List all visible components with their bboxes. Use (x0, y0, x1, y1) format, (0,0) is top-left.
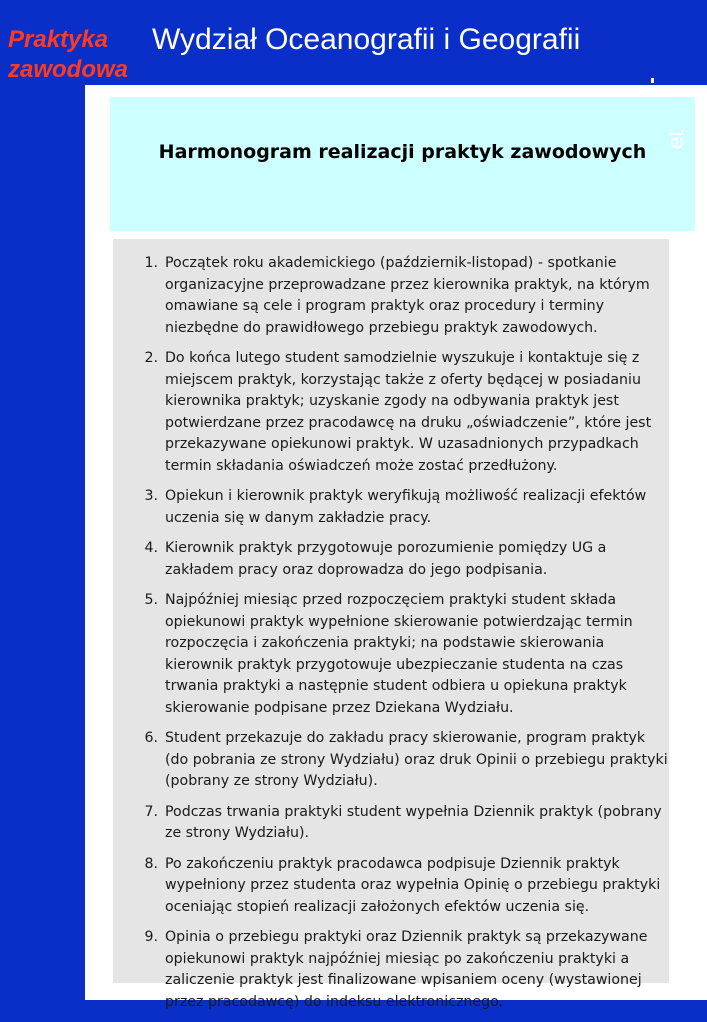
item-number: 5. (144, 592, 158, 608)
list-item (138, 253, 668, 339)
header-banner (0, 0, 707, 85)
page-title: Harmonogram realizacji praktyk zawodowych (158, 141, 647, 163)
list-item (138, 348, 668, 477)
item-number: 7. (144, 803, 158, 820)
list-item (138, 927, 668, 1013)
list-item (138, 854, 668, 919)
document-page (85, 85, 707, 1010)
corner-tag: et (663, 130, 688, 149)
brand-line-1: Praktyka (8, 26, 109, 53)
item-text: Opiekun i kierownik praktyk weryfikują możliwość realizacji efektów uczenia się w danym zakładzie pracy. (165, 488, 647, 526)
item-text: Student przekazuje do zakładu pracy skierowanie, program praktyk (do pobrania ze strony Wydziału) oraz druk Opinii o przebiegu praktyki (pobrany ze strony Wydziału). (165, 730, 668, 789)
item-number: 1. (144, 255, 158, 271)
brand-line-2: zawodowa (8, 56, 129, 83)
item-text: Po zakończeniu praktyk pracodawca podpisuje Dziennik praktyk wypełniony przez studenta oraz wypełnia Opinię o przebiegu praktyki oceniając stopień realizacji założonych efektów uczenia się. (165, 855, 661, 915)
item-number: 6. (144, 730, 158, 746)
left-blue-band (0, 0, 85, 1000)
list-item (138, 590, 668, 719)
list-item (138, 728, 668, 793)
item-text: Początek roku akademickiego (październik-listopad) - spotkanie organizacyjne przeprowadzane przez kierownika praktyk, na którym omawiane są cele i program praktyk oraz procedury i terminy niezbędne do prawidłowego przebiegu praktyk zawodowych. (165, 255, 650, 336)
schedule-list (138, 253, 668, 1022)
item-text: Opinia o przebiegu praktyki oraz Dziennik praktyk są przekazywane opiekunowi praktyk najpóźniej miesiąc po zakończeniu praktyki a zaliczenie praktyk jest finalizowane wpisaniem oceny (wystawionej przez pracodawcę) do indeksu elektronicznego. (165, 929, 648, 1010)
schedule-list-box (113, 239, 669, 1010)
decorative-dot (651, 78, 654, 83)
list-item (138, 538, 668, 581)
item-number: 4. (144, 540, 158, 556)
item-number: 3. (144, 488, 158, 504)
list-item (138, 802, 668, 845)
item-text: Kierownik praktyk przygotowuje porozumienie pomiędzy UG a zakładem pracy oraz doprowadza do jego podpisania. (165, 540, 607, 578)
item-text: Najpóźniej miesiąc przed rozpoczęciem praktyki student składa opiekunowi praktyk wypełnione skierowanie potwierdzając termin rozpoczęcia i zakończenia praktyki; na podstawie skierowania kierownik praktyk przygotowuje ubezpieczanie studenta na czas trwania praktyki a następnie student odbiera u opiekuna praktyk skierowanie podpisane przez Dziekana Wydziału. (165, 592, 633, 716)
list-item (138, 486, 668, 529)
faculty-name: Wydział Oceanografii i Geografii (152, 23, 581, 56)
item-text: Do końca lutego student samodzielnie wyszukuje i kontaktuje się z miejscem praktyk, korzystając także z oferty będącej w posiadaniu kierownika praktyk; uzyskanie zgody na odbywania praktyk jest potwierdzane przez pracodawcę na druku „oświadczenie”, które jest przekazywane opiekunowi praktyk. W uzasadnionych przypadkach termin składania oświadczeń może zostać przedłużony. (165, 350, 652, 474)
item-number: 9. (144, 929, 158, 945)
item-text: Podczas trwania praktyki student wypełnia Dziennik praktyk (pobrany ze strony Wydziału). (165, 803, 662, 841)
item-number: 2. (144, 350, 158, 366)
title-box (110, 97, 695, 231)
brand-title (8, 25, 128, 85)
item-number: 8. (144, 855, 158, 872)
